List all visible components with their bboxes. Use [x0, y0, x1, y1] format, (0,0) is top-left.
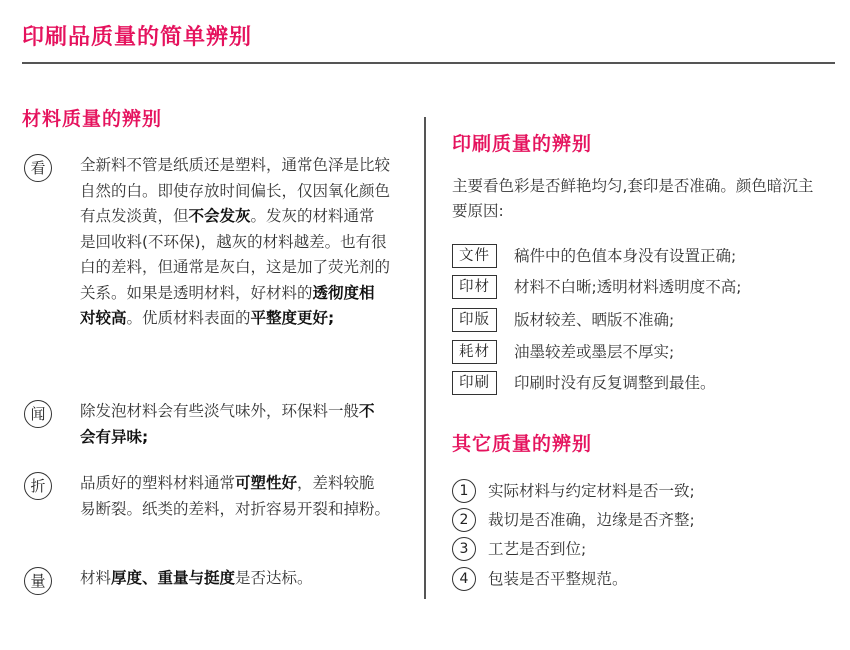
print-intro-text: 主要看色彩是否鲜艳均匀,套印是否准确。颜色暗沉主要原因:	[452, 177, 814, 220]
cause-text: 印刷时没有反复调整到最佳。	[514, 374, 716, 392]
other-item-text: 裁切是否准确，边缘是否齐整;	[488, 511, 695, 529]
cause-row	[452, 275, 832, 299]
other-section-heading: 其它质量的辨别	[452, 433, 593, 455]
print-section-heading: 印刷质量的辨别	[452, 133, 593, 155]
material-item-smell	[24, 400, 404, 452]
cause-tag: 印刷	[452, 371, 497, 395]
cause-text: 版材较差、晒版不准确;	[514, 311, 675, 329]
other-item-text: 包装是否平整规范。	[488, 570, 628, 588]
material-item-measure	[24, 567, 404, 597]
material-item-text	[80, 399, 390, 450]
material-item-text	[80, 153, 390, 332]
cause-text: 稿件中的色值本身没有设置正确;	[514, 247, 737, 265]
other-item-text: 工艺是否到位;	[488, 540, 587, 558]
emphasis-text: 平整度更好;	[250, 309, 335, 327]
material-item-look	[24, 154, 404, 374]
body-text: 品质好的塑料材料通常	[80, 474, 236, 492]
cause-text: 油墨较差或墨层不厚实;	[514, 343, 675, 361]
measure-char-icon: 量	[24, 567, 52, 595]
body-text: 是否达标。	[235, 569, 313, 587]
fold-char-icon: 折	[24, 472, 52, 500]
cause-row	[452, 340, 832, 364]
emphasis-text: 厚度、重量与挺度	[111, 569, 236, 587]
body-text: 全新料不管是纸质还是塑料，通常色泽是比较自然的白。即使存放时间偏长，仅因氧化颜色有点发淡黄，但	[80, 156, 391, 225]
column-divider	[424, 117, 426, 599]
body-text: 。优质材料表面的	[126, 309, 251, 327]
page-title: 印刷品质量的简单辨别	[22, 25, 253, 50]
circled-number-icon: 3	[452, 537, 476, 561]
material-item-text	[80, 471, 390, 522]
cause-tag: 耗材	[452, 340, 497, 364]
emphasis-text: 不会有异味;	[80, 402, 375, 446]
cause-tag: 印版	[452, 308, 497, 332]
cause-text: 材料不白晰;透明材料透明度不高;	[514, 278, 742, 296]
material-section-heading: 材料质量的辨别	[22, 108, 163, 130]
cause-tag: 文件	[452, 244, 497, 268]
cause-row	[452, 244, 832, 268]
cause-row	[452, 308, 832, 332]
circled-number-icon: 4	[452, 567, 476, 591]
look-char-icon: 看	[24, 154, 52, 182]
body-text: ，差料较脆易断裂。纸类的差料，对折容易开裂和掉粉。	[80, 474, 391, 518]
cause-tag: 印材	[452, 275, 497, 299]
title-divider	[22, 62, 835, 64]
circled-number-icon: 2	[452, 508, 476, 532]
body-text: 。发灰的材料通常是回收料(不环保)，越灰的材料越差。也有很白的差料，但通常是灰白，这是加了荧光剂的关系。如果是透明材料，好材料的	[80, 207, 391, 302]
emphasis-text: 透彻度相对较高	[80, 283, 375, 327]
circled-number-icon: 1	[452, 479, 476, 503]
emphasis-text: 不会发灰	[188, 207, 251, 225]
material-item-fold	[24, 472, 404, 550]
cause-row	[452, 371, 832, 395]
body-text: 除发泡材料会有些淡气味外，环保料一般	[80, 402, 360, 420]
emphasis-text: 可塑性好	[235, 474, 298, 492]
other-item-text: 实际材料与约定材料是否一致;	[488, 482, 695, 500]
smell-char-icon: 闻	[24, 400, 52, 428]
material-item-text	[80, 566, 390, 592]
body-text: 材料	[80, 569, 112, 587]
